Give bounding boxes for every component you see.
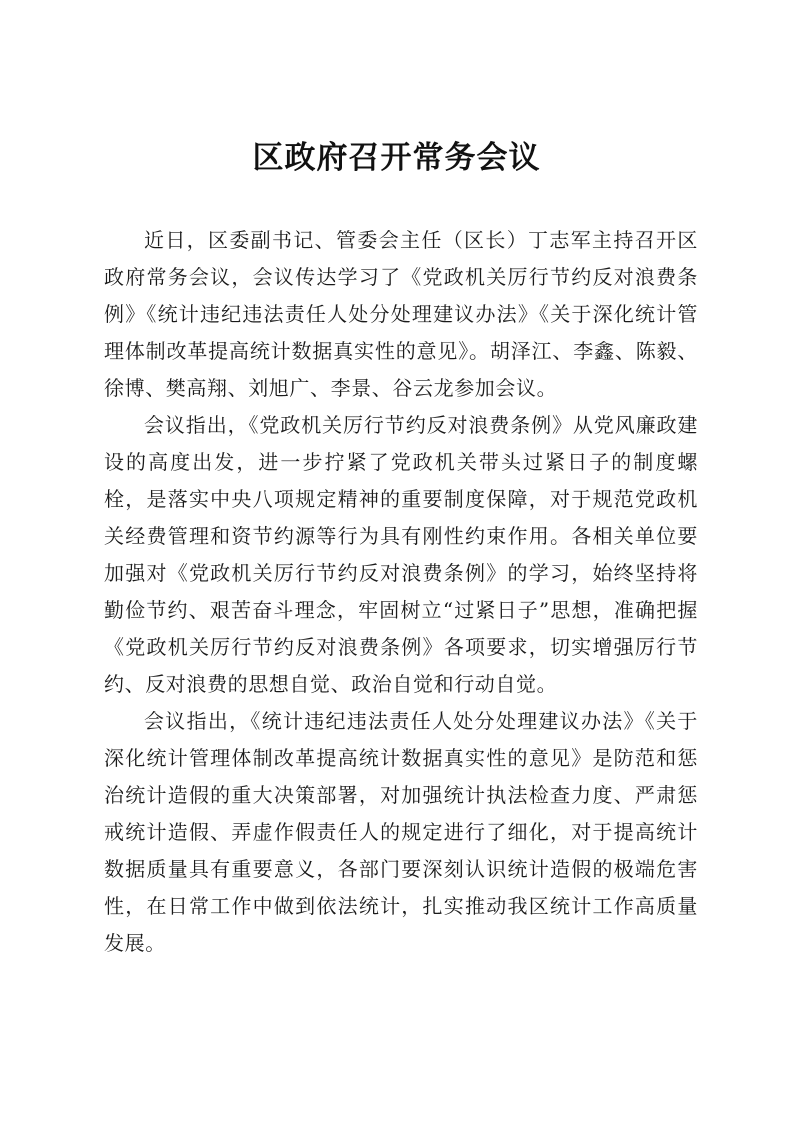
document-title: 区政府召开常务会议 (252, 140, 541, 176)
paragraph-2: 会议指出，《党政机关厉行节约反对浪费条例》从党风廉政建设的高度出发，进一步拧紧了党政机关带头过紧日子的制度螺栓，是落实中央八项规定精神的重要制度保障，对于规范党政机关经费管理和资节约源等行为具有刚性约束作用。各相关单位要加强对《党政机关厉行节约反对浪费条例》的学习，始终坚持将勤俭节约、艰苦奋斗理念，牢固树立“过紧日子”思想，准确把握《党政机关厉行节约反对浪费条例》各项要求，切实增强厉行节约、反对浪费的思想自觉、政治自觉和行动自觉。 (104, 413, 698, 696)
document-body (104, 222, 698, 962)
paragraph-1: 近日，区委副书记、管委会主任（区长）丁志军主持召开区政府常务会议，会议传达学习了《党政机关厉行节约反对浪费条例》《统计违纪违法责任人处分处理建议办法》《关于深化统计管理体制改革提高统计数据真实性的意见》。胡泽江、李鑫、陈毅、徐博、樊高翔、刘旭广、李景、谷云龙参加会议。 (104, 228, 698, 400)
paragraph-3: 会议指出，《统计违纪违法责任人处分处理建议办法》《关于深化统计管理体制改革提高统计数据真实性的意见》是防范和惩治统计造假的重大决策部署，对加强统计执法检查力度、严肃惩戒统计造假、弄虚作假责任人的规定进行了细化，对于提高统计数据质量具有重要意义，各部门要深刻认识统计造假的极端危害性，在日常工作中做到依法统计，扎实推动我区统计工作高质量发展。 (104, 709, 698, 955)
